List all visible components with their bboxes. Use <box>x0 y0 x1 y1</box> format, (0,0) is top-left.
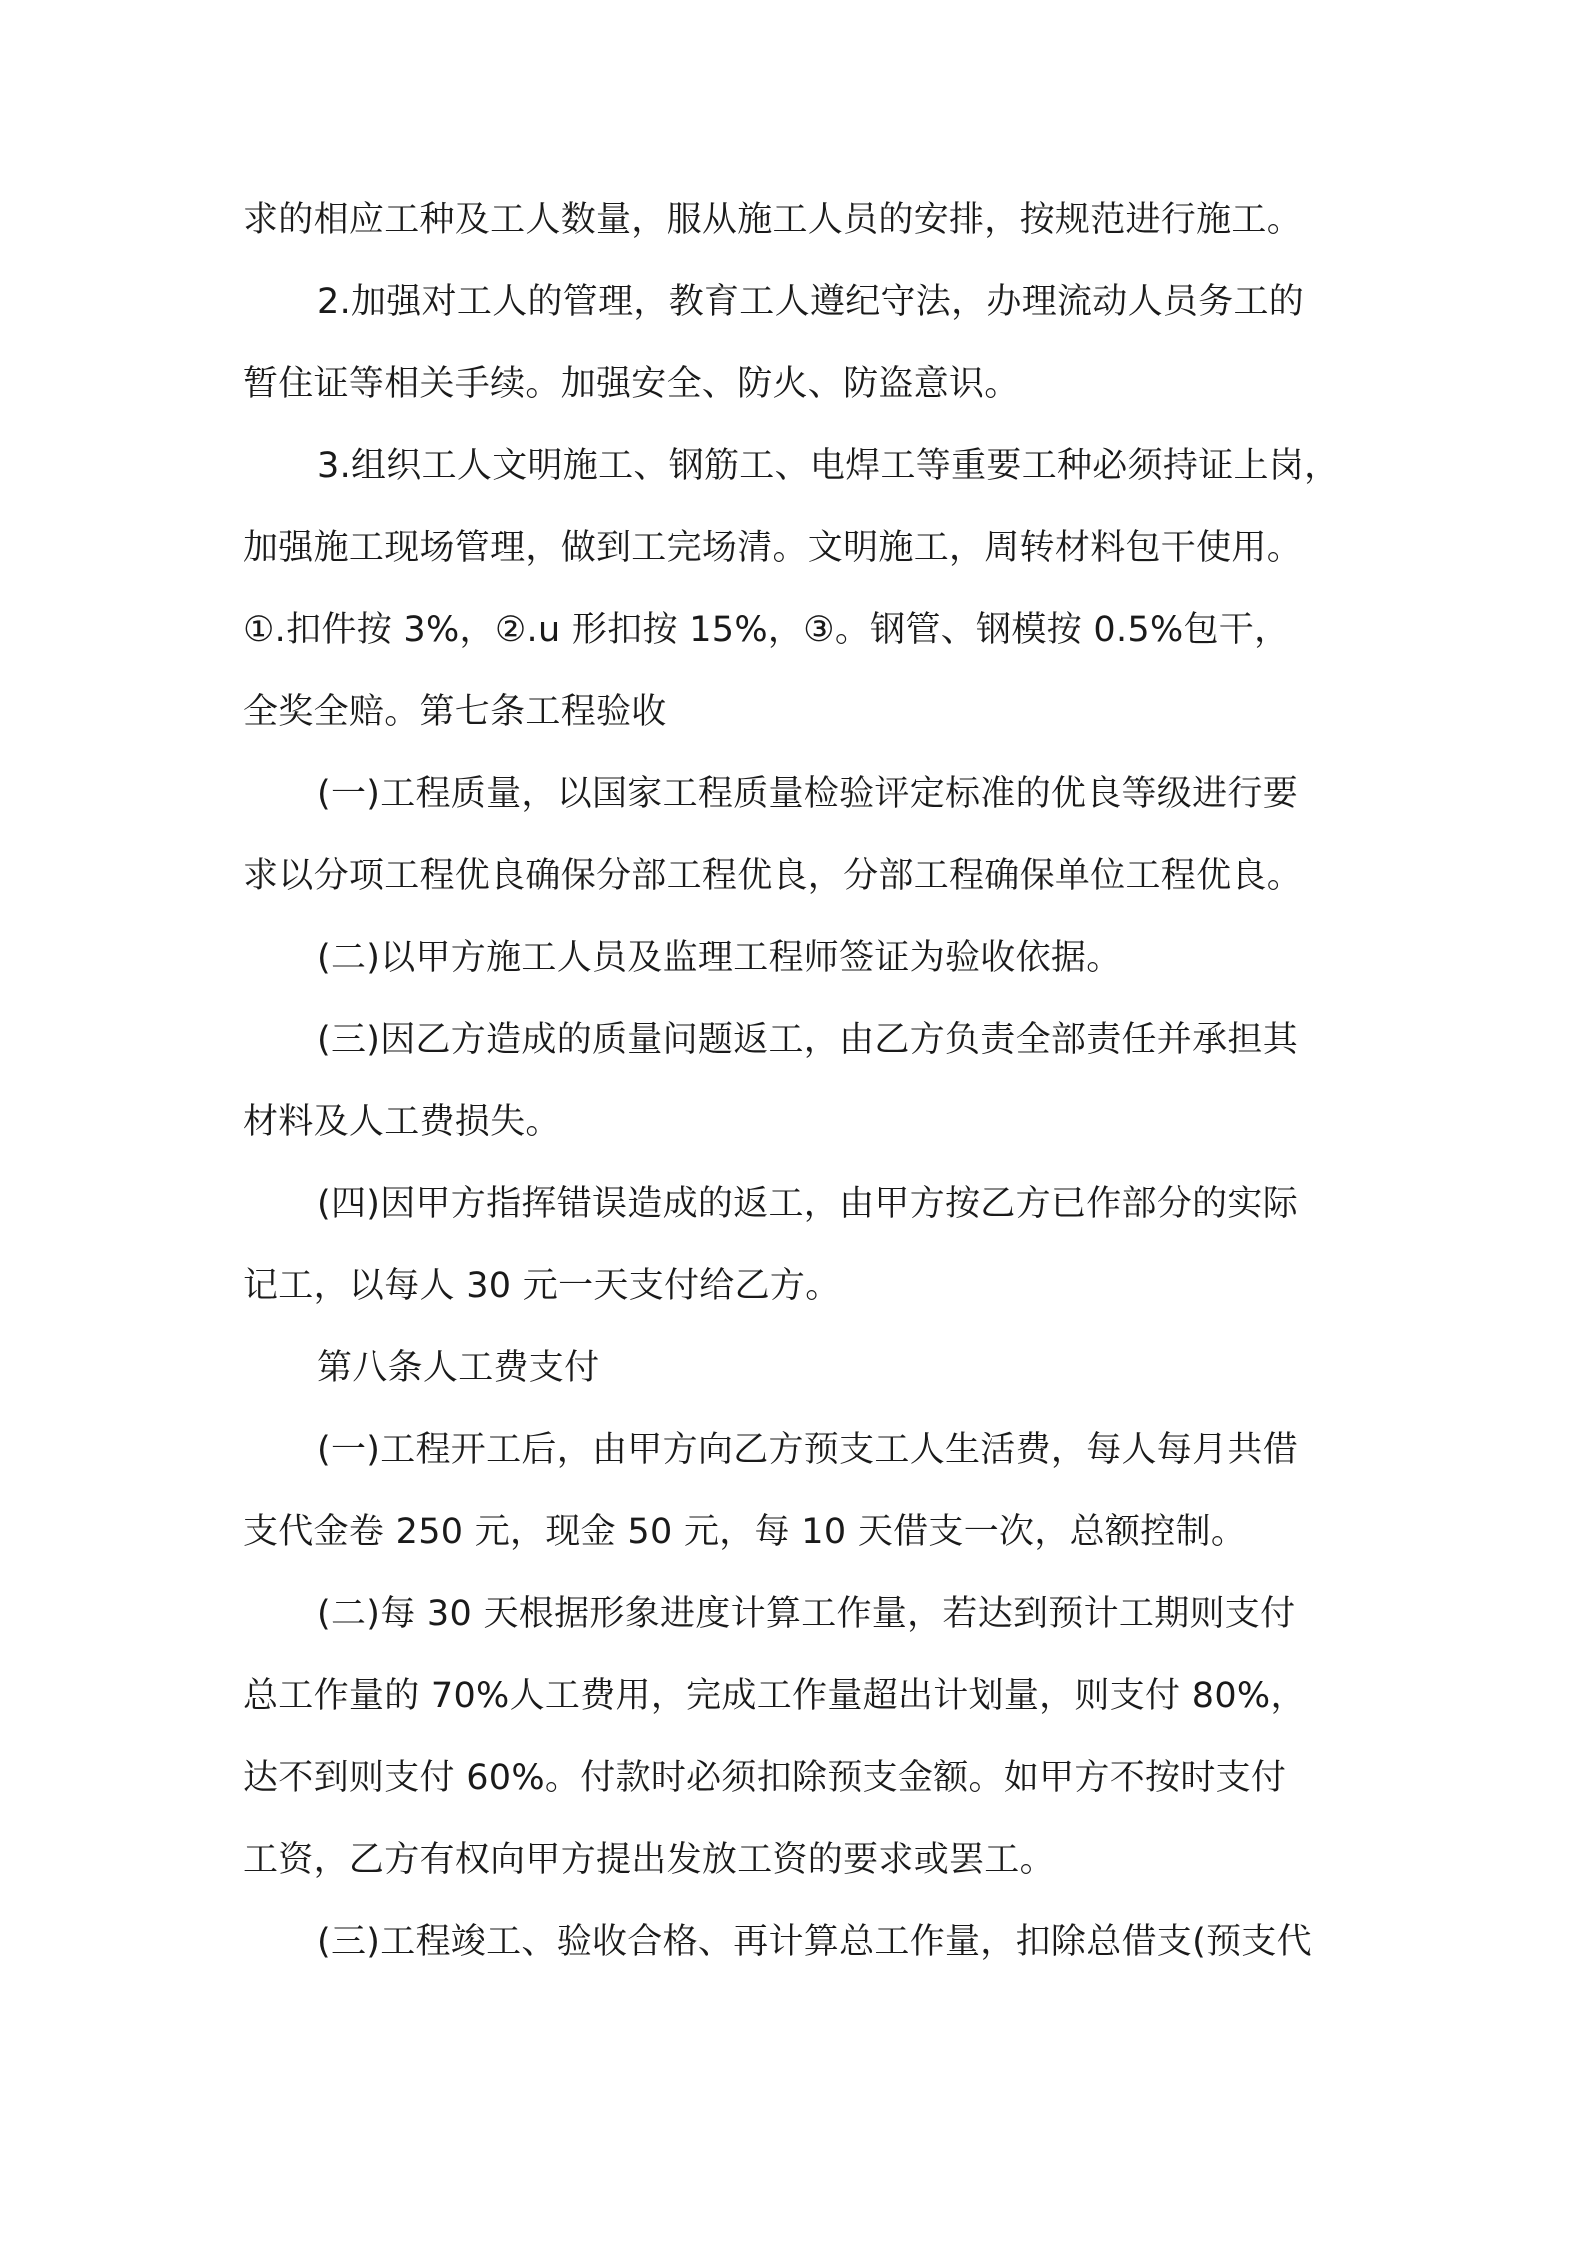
text-line: (四)因甲方指挥错误造成的返工，由甲方按乙方已作部分的实际 <box>317 1184 1299 1224</box>
text-line: 达不到则支付 60%。付款时必须扣除预支金额。如甲方不按时支付 <box>243 1758 1287 1798</box>
text-line: (一)工程质量，以国家工程质量检验评定标准的优良等级进行要 <box>317 774 1299 814</box>
text-line: 加强施工现场管理，做到工完场清。文明施工，周转材料包干使用。 <box>243 528 1303 568</box>
text-line: (二)每 30 天根据形象进度计算工作量，若达到预计工期则支付 <box>317 1594 1296 1634</box>
text-line: (三)因乙方造成的质量问题返工，由乙方负责全部责任并承担其 <box>317 1020 1299 1060</box>
text-line: 支代金卷 250 元，现金 50 元，每 10 天借支一次，总额控制。 <box>243 1512 1247 1552</box>
text-line: ①.扣件按 3%，②.u 形扣按 15%，③。钢管、钢模按 0.5%包干， <box>243 610 1290 650</box>
text-line: 2.加强对工人的管理，教育工人遵纪守法，办理流动人员务工的 <box>317 282 1305 322</box>
text-line: 记工，以每人 30 元一天支付给乙方。 <box>243 1266 841 1306</box>
text-line: 全奖全赔。第七条工程验收 <box>243 692 667 732</box>
section-heading: 第八条人工费支付 <box>317 1348 600 1388</box>
text-line: 求的相应工种及工人数量，服从施工人员的安排，按规范进行施工。 <box>243 200 1303 240</box>
text-line: 总工作量的 70%人工费用，完成工作量超出计划量，则支付 80%， <box>243 1676 1306 1716</box>
text-line: 材料及人工费损失。 <box>243 1102 561 1142</box>
text-line: (一)工程开工后，由甲方向乙方预支工人生活费，每人每月共借 <box>317 1430 1299 1470</box>
text-line: (三)工程竣工、验收合格、再计算总工作量，扣除总借支(预支代 <box>317 1922 1312 1962</box>
text-line: 暂住证等相关手续。加强安全、防火、防盗意识。 <box>243 364 1020 404</box>
text-line: 工资，乙方有权向甲方提出发放工资的要求或罢工。 <box>243 1840 1055 1880</box>
text-line: 求以分项工程优良确保分部工程优良，分部工程确保单位工程优良。 <box>243 856 1303 896</box>
text-line: (二)以甲方施工人员及监理工程师签证为验收依据。 <box>317 938 1122 978</box>
text-line: 3.组织工人文明施工、钢筋工、电焊工等重要工种必须持证上岗， <box>317 446 1340 486</box>
